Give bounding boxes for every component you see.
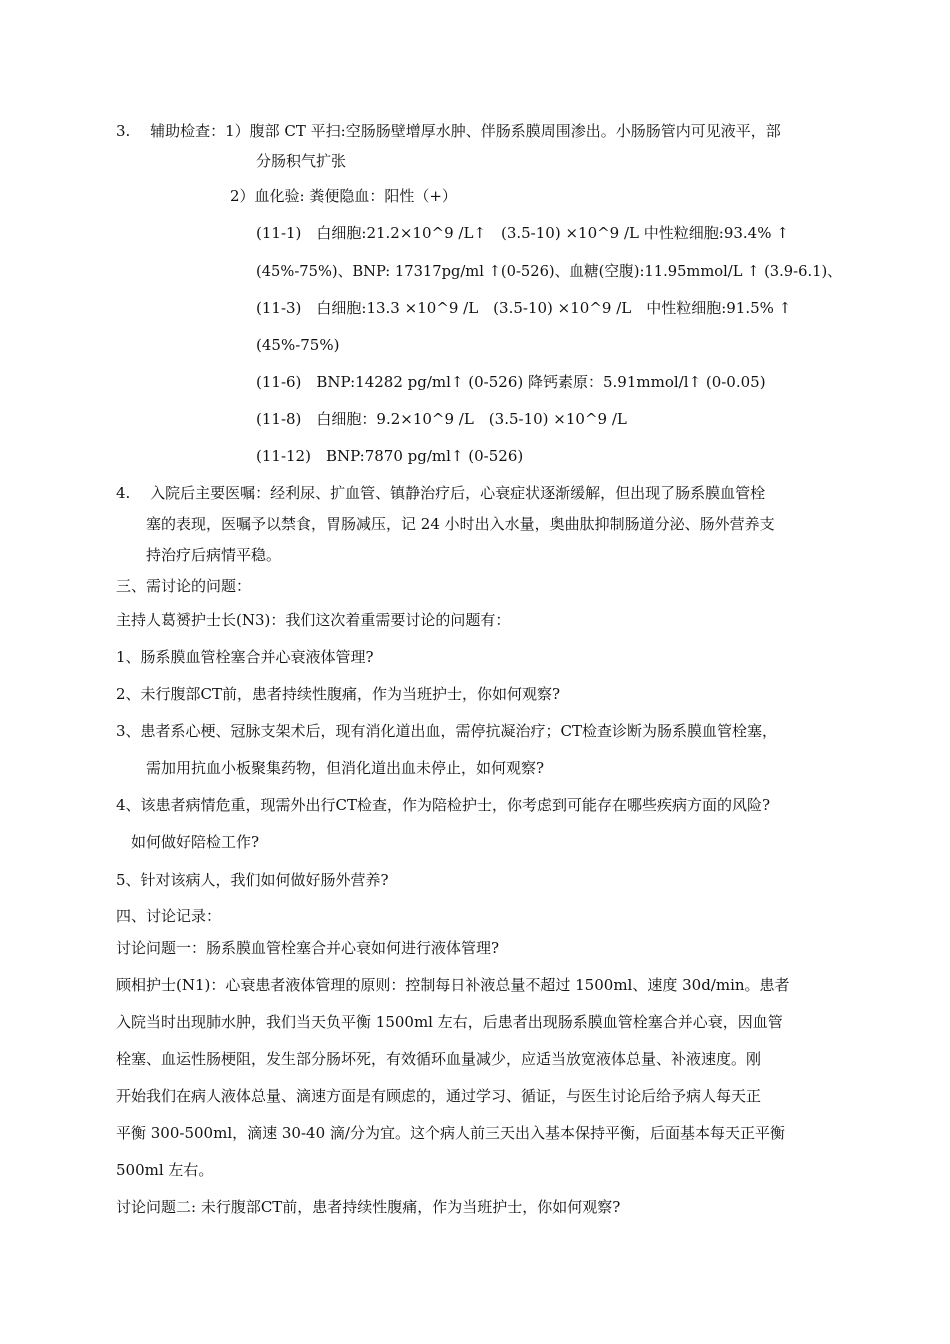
text-line: 3. 辅助检查：1）腹部 CT 平扫:空肠肠壁增厚水肿、伴肠系膜周围渗出。小肠肠管内可见液平，部 [116,122,781,140]
text-line: 5、针对该病人，我们如何做好肠外营养? [116,871,389,889]
text-line: 栓塞、血运性肠梗阻，发生部分肠坏死，有效循环血量减少，应适当放宽液体总量、补液速度。刚 [116,1050,762,1068]
text-line: 讨论问题二: 未行腹部CT前，患者持续性腹痛，作为当班护士，你如何观察? [116,1198,621,1216]
text-line: 三、需讨论的问题： [116,577,252,595]
text-line: 4. 入院后主要医嘱：经利尿、扩血管、镇静治疗后，心衰症状逐渐缓解，但出现了肠系膜血管栓 [116,484,766,502]
text-line: 持治疗后病情平稳。 [146,546,282,564]
text-line: (11-3) 白细胞:13.3 ×10^9 /L (3.5-10) ×10^9 /L 中性粒细胞:91.5% ↑ [256,299,792,317]
text-line: 分肠积气扩张 [256,152,347,170]
text-line: (45%-75%)、BNP: 17317pg/ml ↑(0-526)、血糖(空腹):11.95mmol/L ↑ (3.9-6.1)、 [256,262,842,280]
text-line: 1、肠系膜血管栓塞合并心衰液体管理? [116,648,374,666]
text-line: 顾相护士(N1)：心衰患者液体管理的原则：控制每日补液总量不超过 1500ml、速度 30d/min。患者 [116,976,790,994]
text-line: (11-1) 白细胞:21.2×10^9 /L↑ (3.5-10) ×10^9 /L 中性粒细胞:93.4% ↑ [256,224,789,242]
text-line: (11-6) BNP:14282 pg/ml↑ (0-526) 降钙素原：5.91mmol/l↑ (0-0.05) [256,373,766,391]
text-line: 塞的表现，医嘱予以禁食，胃肠减压，记 24 小时出入水量，奥曲肽抑制肠道分泌、肠外营养支 [146,515,775,533]
text-line: (11-8) 白细胞：9.2×10^9 /L (3.5-10) ×10^9 /L [256,410,627,428]
text-line: 主持人葛赟护士长(N3)：我们这次着重需要讨论的问题有： [116,611,511,629]
text-line: (11-12) BNP:7870 pg/ml↑ (0-526) [256,447,524,465]
text-line: 开始我们在病人液体总量、滴速方面是有顾虑的，通过学习、循证，与医生讨论后给予病人每天正 [116,1087,762,1105]
text-line: 4、该患者病情危重，现需外出行CT检查，作为陪检护士，你考虑到可能存在哪些疾病方面的风险? [116,796,771,814]
text-line: 如何做好陪检工作? [131,833,260,851]
text-line: 3、患者系心梗、冠脉支架术后，现有消化道出血，需停抗凝治疗；CT检查诊断为肠系膜血管栓塞， [116,722,778,740]
text-line: 四、讨论记录： [116,907,222,925]
text-line: 500ml 左右。 [116,1161,214,1179]
text-line: 讨论问题一：肠系膜血管栓塞合并心衰如何进行液体管理? [116,939,500,957]
text-line: (45%-75%) [256,336,340,354]
text-line: 2）血化验: 粪便隐血：阳性（+） [230,187,457,205]
text-line: 2、未行腹部CT前，患者持续性腹痛，作为当班护士，你如何观察? [116,685,561,703]
text-line: 需加用抗血小板聚集药物，但消化道出血未停止，如何观察? [146,759,545,777]
text-line: 平衡 300-500ml，滴速 30-40 滴/分为宜。这个病人前三天出入基本保持平衡，后面基本每天正平衡 [116,1124,785,1142]
text-line: 入院当时出现肺水肿，我们当天负平衡 1500ml 左右，后患者出现肠系膜血管栓塞合并心衰，因血管 [116,1013,783,1031]
